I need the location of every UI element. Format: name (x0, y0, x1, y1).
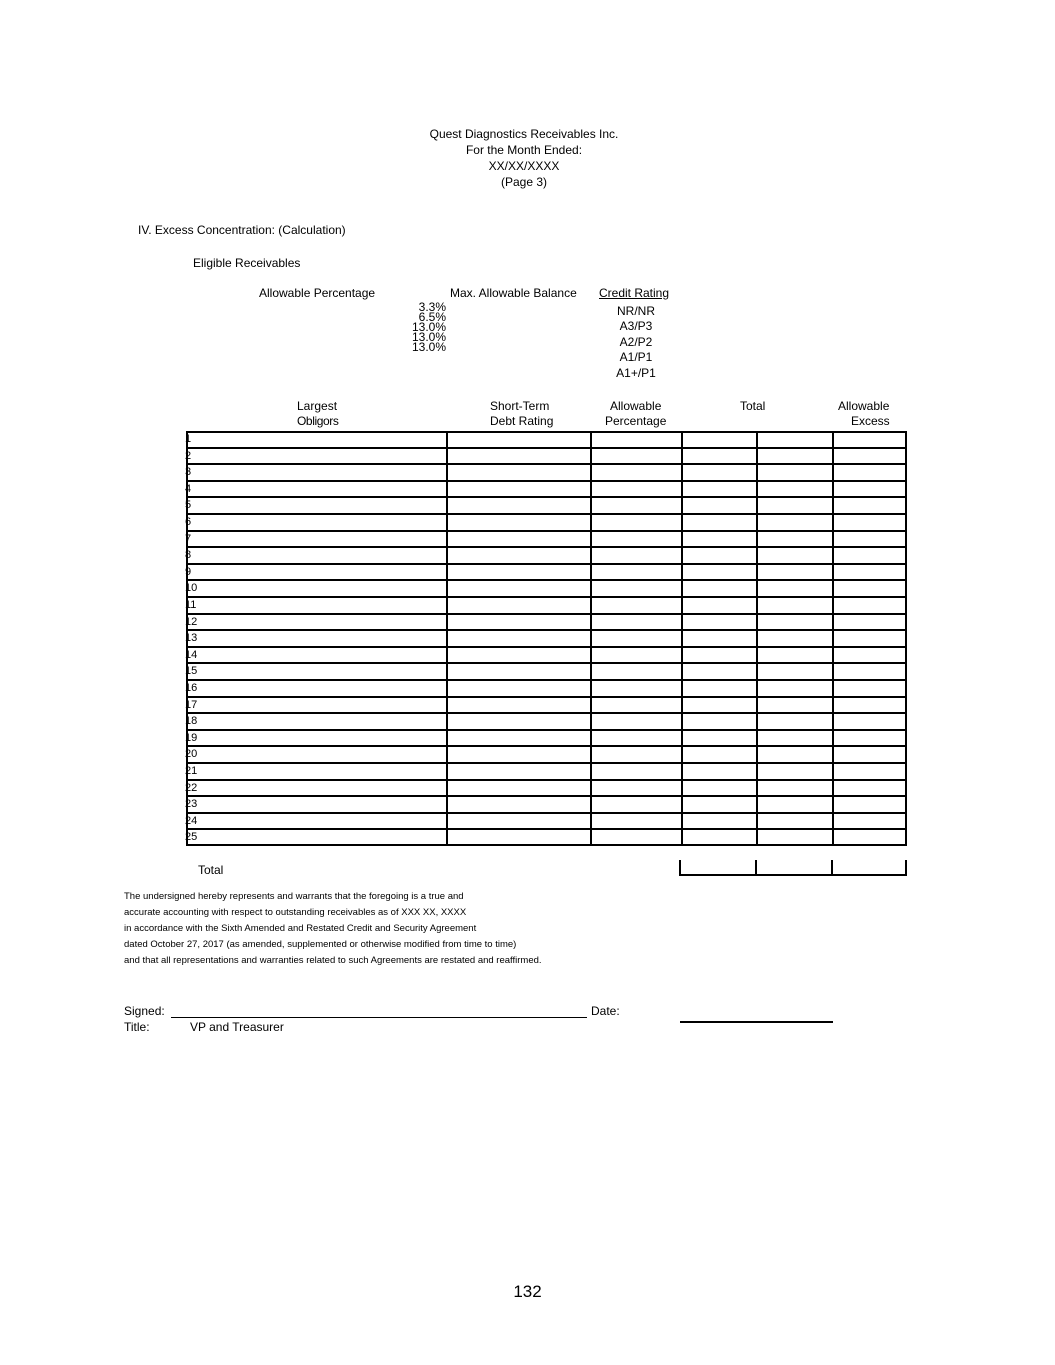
table-row (185, 681, 905, 698)
period-label: For the Month Ended: (465, 143, 583, 157)
certification-text (124, 889, 542, 969)
row-number: 20 (185, 748, 198, 761)
certification-line: accurate accounting with respect to outstanding receivables as of XXX XX, XXXX (124, 907, 467, 918)
col-header-obligors: Obligors (297, 414, 339, 428)
row-number: 22 (185, 781, 198, 794)
row-number: 5 (185, 499, 192, 512)
total-cell (831, 860, 907, 876)
page-number: 132 (513, 1282, 542, 1301)
total-cell (755, 860, 833, 876)
row-number: 15 (185, 665, 198, 678)
percentage-value: 13.0% (411, 340, 446, 354)
row-number: 9 (185, 565, 192, 578)
column-divider (590, 433, 592, 844)
period-date: XX/XX/XXXX (488, 159, 560, 173)
row-number: 8 (185, 549, 192, 562)
col-header-total: Total (740, 399, 766, 413)
section-title: IV. Excess Concentration: (Calculation) (138, 223, 346, 237)
percentage-value: 3.3% (418, 300, 446, 314)
row-number: 3 (185, 466, 192, 479)
row-number: 4 (185, 482, 192, 495)
company-name: Quest Diagnostics Receivables Inc. (429, 127, 619, 141)
row-number: 21 (185, 765, 198, 777)
row-number: 14 (185, 648, 198, 661)
col-header-allowable: Allowable (610, 399, 662, 413)
credit-rating-label: Credit Rating (599, 286, 670, 300)
table-row (185, 698, 905, 715)
title-label: Title: (124, 1020, 150, 1034)
allowable-percentage-label: Allowable Percentage (259, 286, 376, 300)
table-row (185, 814, 905, 831)
table-row (185, 648, 905, 665)
row-number: 23 (185, 798, 198, 811)
table-row (185, 731, 905, 748)
column-divider (756, 433, 758, 844)
column-divider (832, 433, 834, 844)
table-row (185, 532, 905, 549)
percentage-list (390, 302, 446, 352)
certification-line: in accordance with the Sixth Amended and Restated Credit and Security Agreement (124, 923, 477, 934)
row-number: 19 (185, 731, 198, 744)
certification-line: and that all representations and warranties related to such Agreements are restated and reaffirmed. (124, 955, 542, 966)
row-number: 2 (185, 449, 192, 462)
table-row (185, 764, 905, 781)
row-number: 18 (185, 715, 198, 728)
rating-value: NR/NR (617, 304, 655, 318)
col-header-allowable-excess: Allowable (838, 399, 890, 413)
table-row (185, 498, 905, 515)
table-row (185, 482, 905, 499)
row-number: 6 (185, 516, 192, 528)
row-number: 11 (185, 599, 197, 611)
table-row (185, 598, 905, 615)
row-number: 25 (185, 831, 198, 844)
total-cell (679, 860, 757, 876)
row-number: 10 (185, 582, 198, 595)
date-line[interactable] (680, 1021, 833, 1023)
certification-line: The undersigned hereby represents and warrants that the foregoing is a true and (124, 891, 464, 902)
table-row (185, 465, 905, 482)
row-number: 7 (185, 532, 192, 545)
signed-label: Signed: (124, 1004, 165, 1018)
rating-value: A1+/P1 (616, 366, 656, 380)
table-row (185, 664, 905, 681)
col-header-largest: Largest (297, 399, 338, 413)
table-row (185, 581, 905, 598)
obligors-table (186, 431, 907, 846)
col-header-short-term: Short-Term (490, 399, 550, 413)
certification-line: dated October 27, 2017 (as amended, supplemented or otherwise modified from time to time) (124, 939, 517, 950)
col-header-debt-rating: Debt Rating (490, 414, 554, 428)
percentage-value: 13.0% (411, 330, 446, 344)
col-header-excess: Excess (851, 414, 890, 428)
rating-value: A3/P3 (619, 319, 653, 333)
table-row (185, 548, 905, 565)
table-row (185, 714, 905, 731)
table-row (185, 615, 905, 632)
percentage-value: 13.0% (411, 320, 446, 334)
table-row (185, 449, 905, 466)
table-row (185, 747, 905, 764)
rating-value: A1/P1 (619, 350, 653, 364)
row-number: 16 (185, 682, 198, 694)
col-header-percentage: Percentage (605, 414, 667, 428)
table-row (185, 432, 905, 449)
table-row (185, 515, 905, 532)
column-divider (681, 433, 683, 844)
max-balance-label: Max. Allowable Balance (450, 286, 577, 300)
row-number: 17 (185, 698, 198, 711)
page-indicator: (Page 3) (500, 175, 548, 189)
row-number: 1 (185, 433, 192, 445)
row-number: 12 (185, 615, 198, 628)
table-row (185, 830, 905, 847)
row-number: 24 (185, 814, 198, 827)
title-value: VP and Treasurer (190, 1020, 284, 1034)
table-row (185, 565, 905, 582)
column-divider (446, 433, 448, 844)
row-number: 13 (185, 632, 198, 645)
rating-value: A2/P2 (619, 335, 653, 349)
table-row (185, 631, 905, 648)
date-label: Date: (591, 1004, 620, 1018)
total-label: Total (198, 863, 224, 877)
signature-line[interactable] (171, 1017, 587, 1018)
table-row (185, 781, 905, 798)
table-row (185, 797, 905, 814)
percentage-value: 6.5% (418, 310, 446, 324)
section-subtitle: Eligible Receivables (193, 256, 301, 270)
